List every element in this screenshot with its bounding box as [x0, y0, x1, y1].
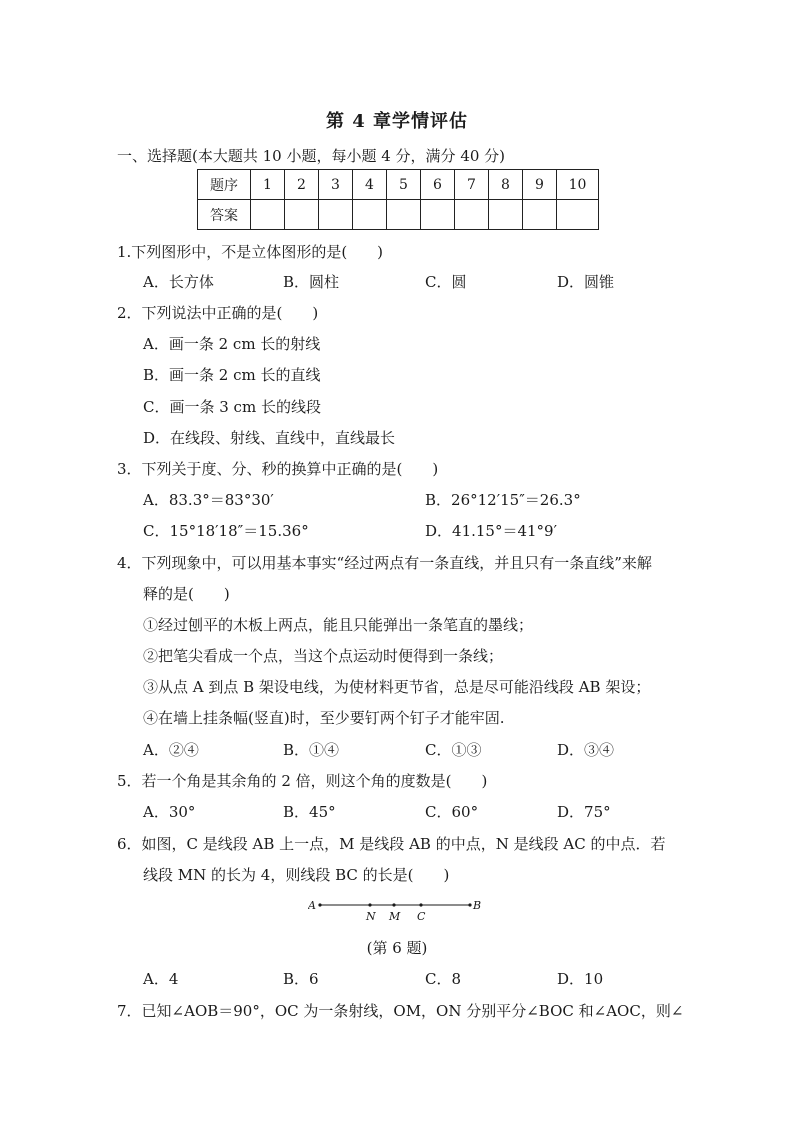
q4-statement-3: ③从点 A 到点 B 架设电线，为使材料更节省，总是尽可能沿线段 AB 架设；	[143, 678, 651, 696]
point-m-dot	[392, 903, 395, 906]
q4-statement-1: ①经过刨平的木板上两点，能且只能弹出一条笔直的墨线；	[143, 616, 534, 634]
table-number-cell: 8	[489, 170, 523, 200]
answer-cell[interactable]	[285, 200, 319, 230]
q4-statement-2: ②把笔尖看成一个点，当这个点运动时便得到一条线；	[143, 647, 504, 665]
table-head-answer: 答案	[198, 200, 251, 230]
q2-option-d[interactable]: D．在线段、射线、直线中，直线最长	[143, 429, 396, 447]
table-number-cell: 4	[353, 170, 387, 200]
label-n: N	[366, 910, 376, 923]
q6-option-b[interactable]: B．6	[283, 970, 319, 988]
q5-option-c[interactable]: C．60°	[425, 803, 479, 821]
answer-cell[interactable]	[421, 200, 455, 230]
question-4-stem-line2: 释的是( )	[143, 585, 230, 603]
q3-option-b[interactable]: B．26°12′15″＝26.3°	[425, 491, 581, 509]
question-1-stem: 1.下列图形中，不是立体图形的是( )	[117, 243, 384, 261]
answer-cell[interactable]	[455, 200, 489, 230]
question-5-stem: 5．若一个角是其余角的 2 倍，则这个角的度数是( )	[117, 772, 488, 790]
table-number-cell: 10	[557, 170, 599, 200]
question-4-stem-line1: 4．下列现象中，可以用基本事实“经过两点有一条直线，并且只有一条直线”来解	[117, 554, 652, 572]
figure-caption: (第 6 题)	[366, 939, 428, 957]
section-heading: 一、选择题(本大题共 10 小题，每小题 4 分，满分 40 分)	[117, 147, 506, 165]
q2-option-c[interactable]: C．画一条 3 cm 长的线段	[143, 398, 321, 416]
answer-cell[interactable]	[557, 200, 599, 230]
q5-option-b[interactable]: B．45°	[283, 803, 336, 821]
answer-table-answer-row	[198, 200, 599, 230]
q6-option-a[interactable]: A．4	[143, 970, 179, 988]
q2-option-a[interactable]: A．画一条 2 cm 长的射线	[143, 335, 321, 353]
answer-cell[interactable]	[251, 200, 285, 230]
q1-option-d[interactable]: D．圆锥	[557, 273, 615, 291]
point-a-dot	[318, 903, 321, 906]
q4-option-d[interactable]: D．③④	[557, 741, 615, 759]
table-number-cell: 9	[523, 170, 557, 200]
table-number-cell: 2	[285, 170, 319, 200]
q6-option-c[interactable]: C．8	[425, 970, 462, 988]
answer-cell[interactable]	[523, 200, 557, 230]
table-number-cell: 6	[421, 170, 455, 200]
answer-cell[interactable]	[489, 200, 523, 230]
answer-cell[interactable]	[319, 200, 353, 230]
question-3-stem: 3．下列关于度、分、秒的换算中正确的是( )	[117, 460, 439, 478]
q4-option-a[interactable]: A．②④	[143, 741, 199, 759]
q5-option-d[interactable]: D．75°	[557, 803, 611, 821]
table-head-number: 题序	[198, 170, 251, 200]
label-a: A	[308, 899, 316, 912]
page-title: 第 4 章学情评估	[325, 111, 469, 132]
point-c-dot	[419, 903, 422, 906]
q2-option-b[interactable]: B．画一条 2 cm 长的直线	[143, 366, 321, 384]
answer-table	[197, 169, 599, 230]
question-6-stem-line2: 线段 MN 的长为 4，则线段 BC 的长是( )	[143, 866, 450, 884]
q5-option-a[interactable]: A．30°	[143, 803, 196, 821]
table-number-cell: 1	[251, 170, 285, 200]
q4-option-b[interactable]: B．①④	[283, 741, 340, 759]
label-b: B	[473, 899, 482, 912]
q3-option-a[interactable]: A．83.3°＝83°30′	[143, 491, 274, 509]
question-2-stem: 2．下列说法中正确的是( )	[117, 304, 319, 322]
segment-figure	[308, 895, 488, 923]
question-6-stem-line1: 6．如图，C 是线段 AB 上一点，M 是线段 AB 的中点，N 是线段 AC 的中点．若	[117, 835, 666, 853]
q1-option-b[interactable]: B．圆柱	[283, 273, 340, 291]
answer-cell[interactable]	[353, 200, 387, 230]
point-n-dot	[368, 903, 371, 906]
table-number-cell: 5	[387, 170, 421, 200]
q6-option-d[interactable]: D．10	[557, 970, 604, 988]
table-number-cell: 3	[319, 170, 353, 200]
label-m: M	[389, 910, 401, 923]
point-b-dot	[468, 903, 471, 906]
answer-table-number-row	[198, 170, 599, 200]
q4-option-c[interactable]: C．①③	[425, 741, 482, 759]
q1-option-a[interactable]: A．长方体	[143, 273, 214, 291]
table-number-cell: 7	[455, 170, 489, 200]
question-7-stem: 7．已知∠AOB＝90°，OC 为一条射线，OM，ON 分别平分∠BOC 和∠AOC，则∠	[117, 1002, 684, 1020]
label-c: C	[417, 910, 426, 923]
q4-statement-4: ④在墙上挂条幅(竖直)时，至少要钉两个钉子才能牢固.	[143, 709, 505, 727]
q3-option-d[interactable]: D．41.15°＝41°9′	[425, 522, 558, 540]
q1-option-c[interactable]: C．圆	[425, 273, 467, 291]
q3-option-c[interactable]: C．15°18′18″＝15.36°	[143, 522, 309, 540]
answer-cell[interactable]	[387, 200, 421, 230]
